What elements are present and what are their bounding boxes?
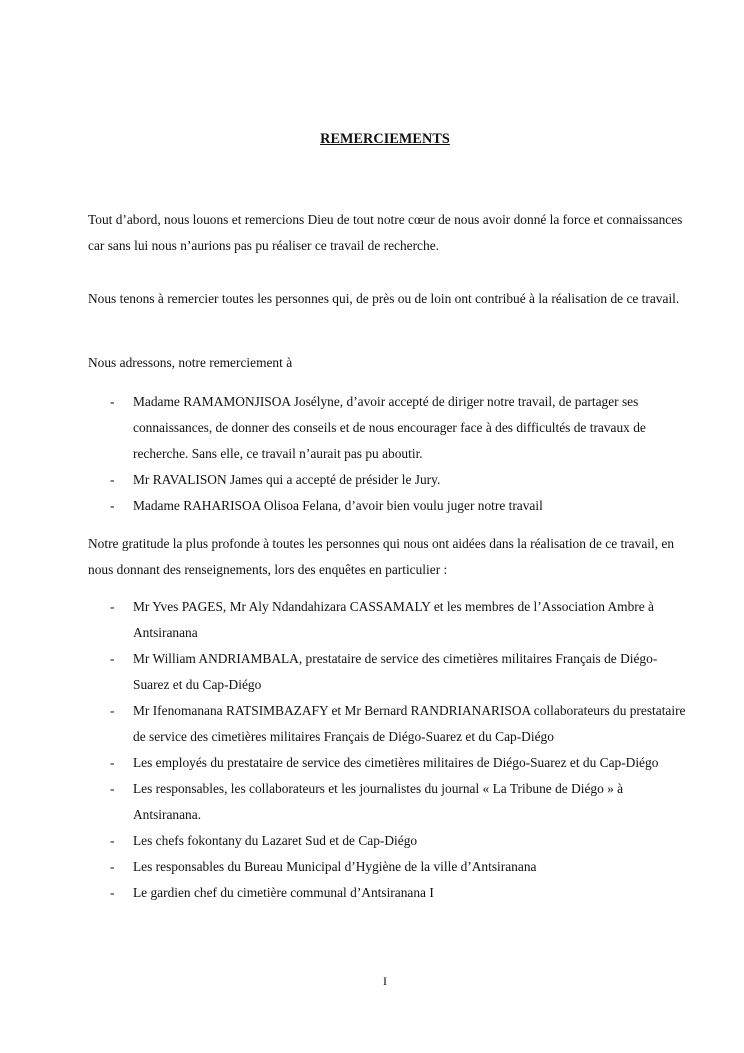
list-bullet: - — [110, 703, 115, 718]
list-item — [88, 594, 688, 646]
list-item — [88, 646, 688, 698]
list-item-text: Madame RAMAMONJISOA Josélyne, d’avoir accepté de diriger notre travail, de partager ses connaissances, de donner des conseils et de nous encourager face à des difficultés de travaux de recherche. Sans elle, ce travail n’aurait pas pu aboutir. — [133, 394, 646, 461]
list-item — [88, 828, 688, 854]
list-item-text: Les chefs fokontany du Lazaret Sud et de Cap-Diégo — [133, 833, 418, 848]
list-bullet: - — [110, 394, 115, 409]
list-bullet: - — [110, 472, 115, 487]
page-title: REMERCIEMENTS — [320, 131, 450, 147]
list-bullet: - — [110, 833, 115, 848]
list-item-text: Le gardien chef du cimetière communal d’Antsiranana I — [133, 885, 434, 900]
list-item-text: Mr William ANDRIAMBALA, prestataire de service des cimetières militaires Français de Diégo-Suarez et du Cap-Diégo — [133, 651, 658, 692]
list-bullet: - — [110, 755, 115, 770]
list-bullet: - — [110, 651, 115, 666]
list-bullet: - — [110, 859, 115, 874]
list-item-text: Les employés du prestataire de service des cimetières militaires de Diégo-Suarez et du Cap-Diégo — [133, 755, 659, 770]
list-item-text: Les responsables, les collaborateurs et les journalistes du journal « La Tribune de Diégo » à Antsiranana. — [133, 781, 624, 822]
list-bullet: - — [110, 599, 115, 614]
list-item-text: Madame RAHARISOA Olisoa Felana, d’avoir bien voulu juger notre travail — [133, 498, 543, 513]
list-bullet: - — [110, 885, 115, 900]
list-item — [88, 698, 688, 750]
list-item — [88, 750, 688, 776]
contributors-list — [88, 594, 688, 906]
gratitude-paragraph: Notre gratitude la plus profonde à toutes les personnes qui nous ont aidées dans la réalisation de ce travail, en nous donnant des renseignements, lors des enquêtes en particulier : — [88, 536, 675, 577]
list-item — [88, 776, 688, 828]
page-number: I — [383, 974, 387, 988]
address-paragraph: Nous adressons, notre remerciement à — [88, 355, 293, 370]
list-item — [88, 880, 688, 906]
list-bullet: - — [110, 781, 115, 796]
list-item-text: Mr RAVALISON James qui a accepté de présider le Jury. — [133, 472, 441, 487]
list-item — [88, 389, 688, 467]
list-item-text: Mr Ifenomanana RATSIMBAZAFY et Mr Bernard RANDRIANARISOA collaborateurs du prestataire de service des cimetières militaires Français de Diégo-Suarez et du Cap-Diégo — [133, 703, 686, 744]
thanks-paragraph: Nous tenons à remercier toutes les personnes qui, de près ou de loin ont contribué à la réalisation de ce travail. — [88, 291, 680, 306]
list-item-text: Mr Yves PAGES, Mr Aly Ndandahizara CASSAMALY et les membres de l’Association Ambre à Antsiranana — [133, 599, 654, 640]
intro-paragraph: Tout d’abord, nous louons et remercions Dieu de tout notre cœur de nous avoir donné la force et connaissances car sans lui nous n’aurions pas pu réaliser ce travail de recherche. — [88, 212, 683, 253]
list-item — [88, 493, 688, 519]
list-bullet: - — [110, 498, 115, 513]
list-item — [88, 854, 688, 880]
list-item — [88, 467, 688, 493]
jury-list — [88, 389, 688, 519]
list-item-text: Les responsables du Bureau Municipal d’Hygiène de la ville d’Antsiranana — [133, 859, 537, 874]
